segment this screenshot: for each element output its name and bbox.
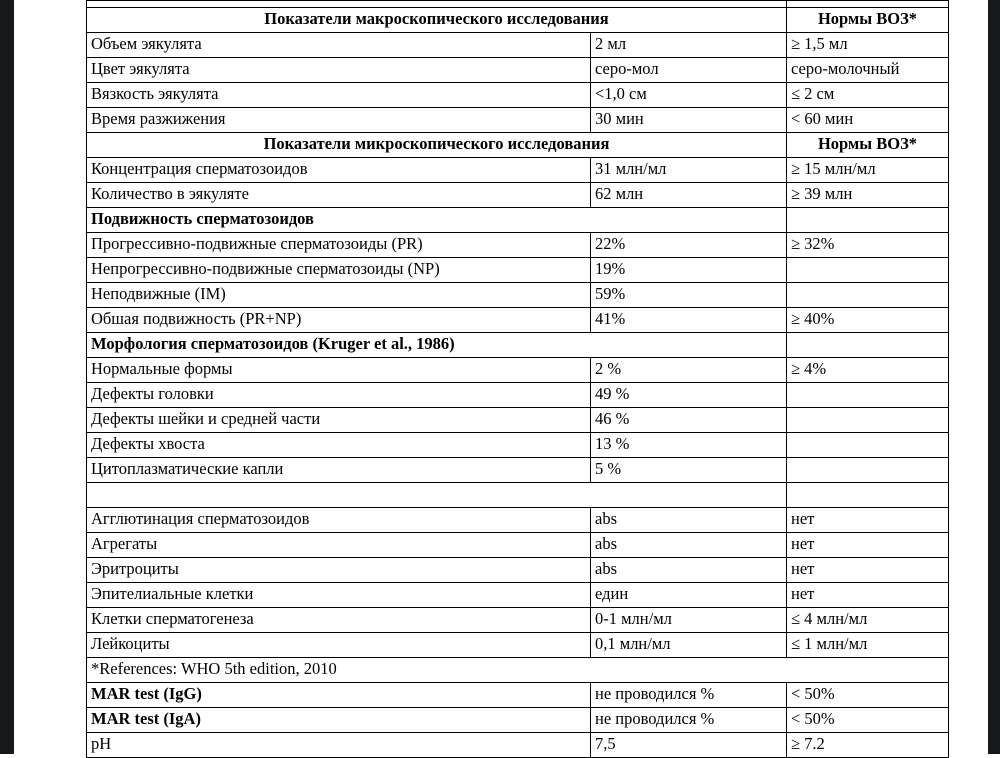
- row-label-np: Непрогрессивно-подвижные сперматозоиды (NP): [87, 258, 591, 283]
- section-header-morphology-norm: [787, 333, 949, 358]
- row-norm-volume: ≥ 1,5 мл: [787, 33, 949, 58]
- row-label-liquefaction: Время разжижения: [87, 108, 591, 133]
- row-norm-pr: ≥ 32%: [787, 233, 949, 258]
- scan-edge-band-left: [0, 0, 14, 754]
- row-norm-mar-igg: < 50%: [787, 683, 949, 708]
- section-header-morphology: Морфология сперматозоидов (Kruger et al., 1986): [87, 333, 787, 358]
- table-row: [87, 683, 949, 708]
- row-label-normal-forms: Нормальные формы: [87, 358, 591, 383]
- row-norm-neck-defects: [787, 408, 949, 433]
- row-value-pr: 22%: [591, 233, 787, 258]
- table-row: [87, 708, 949, 733]
- column-header-norm-macro: Нормы ВОЗ*: [787, 8, 949, 33]
- table-row: [87, 108, 949, 133]
- row-value-viscosity: <1,0 см: [591, 83, 787, 108]
- table-row: [87, 33, 949, 58]
- row-norm-viscosity: ≤ 2 см: [787, 83, 949, 108]
- table-row: [87, 458, 949, 483]
- table-row: [87, 233, 949, 258]
- table-row: [87, 258, 949, 283]
- row-value-mar-iga: не проводился %: [591, 708, 787, 733]
- row-label-volume: Объем эякулята: [87, 33, 591, 58]
- row-value-agglutination: abs: [591, 508, 787, 533]
- row-norm-aggregates: нет: [787, 533, 949, 558]
- table-row: [87, 583, 949, 608]
- row-value-head-defects: 49 %: [591, 383, 787, 408]
- table-row: [87, 158, 949, 183]
- row-label-epithelial-cells: Эпителиальные клетки: [87, 583, 591, 608]
- row-value-volume: 2 мл: [591, 33, 787, 58]
- row-value-erythrocytes: abs: [591, 558, 787, 583]
- row-label-leukocytes: Лейкоциты: [87, 633, 591, 658]
- table-row: [87, 183, 949, 208]
- row-norm-head-defects: [787, 383, 949, 408]
- spermogram-table-container: [86, 0, 948, 758]
- row-label-mar-iga: MAR test (IgA): [87, 708, 591, 733]
- row-label-total-count: Количество в эякуляте: [87, 183, 591, 208]
- row-value-color: серо-мол: [591, 58, 787, 83]
- table-row: [87, 508, 949, 533]
- row-label-cytoplasmic-drops: Цитоплазматические капли: [87, 458, 591, 483]
- row-value-tail-defects: 13 %: [591, 433, 787, 458]
- row-label-im: Неподвижные (IM): [87, 283, 591, 308]
- row-label-total-motility: Обшая подвижность (PR+NP): [87, 308, 591, 333]
- row-norm-tail-defects: [787, 433, 949, 458]
- row-label-color: Цвет эякулята: [87, 58, 591, 83]
- section-header-macroscopic: Показатели макроскопического исследования: [87, 8, 787, 33]
- table-row-macroscopic-header: [87, 8, 949, 33]
- row-norm-liquefaction: < 60 мин: [787, 108, 949, 133]
- table-row-morphology-header: [87, 333, 949, 358]
- table-row-microscopic-header: [87, 133, 949, 158]
- row-norm-epithelial-cells: нет: [787, 583, 949, 608]
- table-row: [87, 558, 949, 583]
- table-row: [87, 633, 949, 658]
- table-row: [87, 408, 949, 433]
- section-header-microscopic: Показатели микроскопического исследования: [87, 133, 787, 158]
- row-label-aggregates: Агрегаты: [87, 533, 591, 558]
- table-row: [87, 608, 949, 633]
- row-label-spermatogenesis: Клетки сперматогенеза: [87, 608, 591, 633]
- table-row-footnote: [87, 658, 949, 683]
- row-norm-erythrocytes: нет: [787, 558, 949, 583]
- row-value-cytoplasmic-drops: 5 %: [591, 458, 787, 483]
- row-label-mar-igg: MAR test (IgG): [87, 683, 591, 708]
- table-row: [87, 83, 949, 108]
- row-label-ph: pH: [87, 733, 591, 758]
- row-label-erythrocytes: Эритроциты: [87, 558, 591, 583]
- top-strip-left: [87, 1, 787, 8]
- row-value-total-count: 62 млн: [591, 183, 787, 208]
- spermogram-table: [86, 0, 949, 758]
- row-norm-concentration: ≥ 15 млн/мл: [787, 158, 949, 183]
- row-norm-np: [787, 258, 949, 283]
- table-row: [87, 383, 949, 408]
- row-label-neck-defects: Дефекты шейки и средней части: [87, 408, 591, 433]
- table-row: [87, 433, 949, 458]
- row-norm-mar-iga: < 50%: [787, 708, 949, 733]
- row-value-np: 19%: [591, 258, 787, 283]
- row-norm-im: [787, 283, 949, 308]
- row-value-neck-defects: 46 %: [591, 408, 787, 433]
- row-value-concentration: 31 млн/мл: [591, 158, 787, 183]
- section-header-motility-norm: [787, 208, 949, 233]
- section-header-motility: Подвижность сперматозоидов: [87, 208, 787, 233]
- row-norm-color: серо-молочный: [787, 58, 949, 83]
- row-norm-total-count: ≥ 39 млн: [787, 183, 949, 208]
- table-row-spacer: [87, 483, 949, 508]
- row-label-head-defects: Дефекты головки: [87, 383, 591, 408]
- row-norm-normal-forms: ≥ 4%: [787, 358, 949, 383]
- row-value-im: 59%: [591, 283, 787, 308]
- row-value-ph: 7,5: [591, 733, 787, 758]
- table-row-motility-header: [87, 208, 949, 233]
- row-value-aggregates: abs: [591, 533, 787, 558]
- table-row: [87, 533, 949, 558]
- row-label-pr: Прогрессивно-подвижные сперматозоиды (PR): [87, 233, 591, 258]
- spacer-cell-left: [87, 483, 787, 508]
- row-norm-cytoplasmic-drops: [787, 458, 949, 483]
- row-value-liquefaction: 30 мин: [591, 108, 787, 133]
- row-value-normal-forms: 2 %: [591, 358, 787, 383]
- row-norm-agglutination: нет: [787, 508, 949, 533]
- row-label-tail-defects: Дефекты хвоста: [87, 433, 591, 458]
- footnote-references: *References: WHO 5th edition, 2010: [87, 658, 949, 683]
- row-value-spermatogenesis: 0-1 млн/мл: [591, 608, 787, 633]
- table-row: [87, 358, 949, 383]
- table-row: [87, 283, 949, 308]
- row-norm-total-motility: ≥ 40%: [787, 308, 949, 333]
- row-value-epithelial-cells: един: [591, 583, 787, 608]
- row-value-mar-igg: не проводился %: [591, 683, 787, 708]
- row-value-leukocytes: 0,1 млн/мл: [591, 633, 787, 658]
- row-value-total-motility: 41%: [591, 308, 787, 333]
- spacer-cell-right: [787, 483, 949, 508]
- row-norm-leukocytes: ≤ 1 млн/мл: [787, 633, 949, 658]
- table-row: [87, 58, 949, 83]
- row-norm-spermatogenesis: ≤ 4 млн/мл: [787, 608, 949, 633]
- row-norm-ph: ≥ 7.2: [787, 733, 949, 758]
- row-label-agglutination: Агглютинация сперматозоидов: [87, 508, 591, 533]
- table-row: [87, 308, 949, 333]
- row-label-viscosity: Вязкость эякулята: [87, 83, 591, 108]
- column-header-norm-micro: Нормы ВОЗ*: [787, 133, 949, 158]
- top-strip-right: [787, 1, 949, 8]
- scan-edge-band-right: [988, 0, 1000, 754]
- table-top-strip: [87, 1, 949, 8]
- row-label-concentration: Концентрация сперматозоидов: [87, 158, 591, 183]
